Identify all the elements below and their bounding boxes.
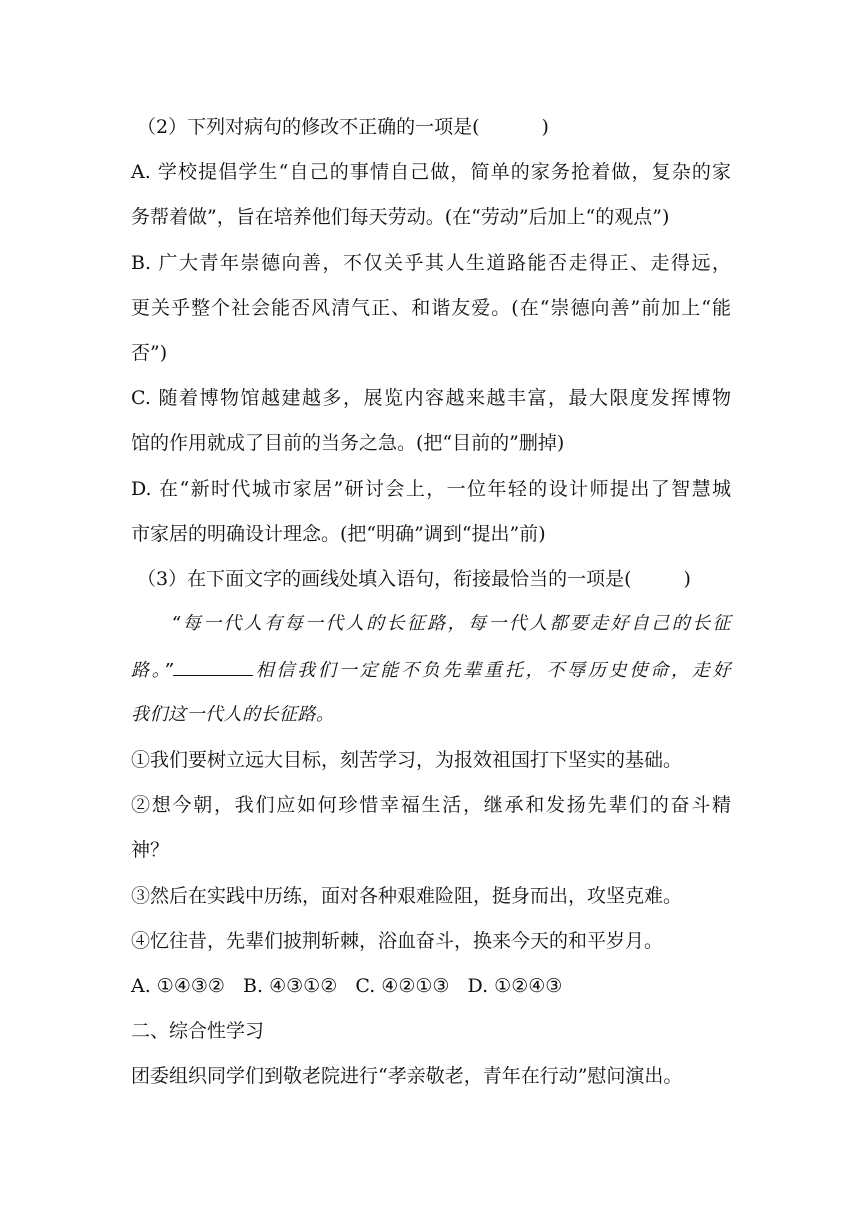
q2-option-b-line-3: 否”) [131, 342, 168, 364]
q2-option-d-line-2: 市家居的明确设计理念。(把“明确”调到“提出”前) [131, 523, 546, 545]
q3-sentence-3: ③然后在实践中历练，面对各种艰难险阻，挺身而出，攻坚克难。 [131, 885, 683, 907]
q2-option-b-line-1: B. 广大青年崇德向善，不仅关乎其人生道路能否走得正、走得远， [131, 252, 731, 274]
q3-sentence-4: ④忆往昔，先辈们披荆斩棘，浴血奋斗，换来今天的和平岁月。 [131, 930, 664, 952]
section-2-heading: 二、综合性学习 [131, 1020, 265, 1042]
q3-quote-line-1: “每一代人有每一代人的长征路，每一代人都要走好自己的长征 [171, 613, 731, 634]
q3-sentence-1: ①我们要树立远大目标，刻苦学习，为报效祖国打下坚实的基础。 [131, 749, 683, 771]
q2-option-b-line-2: 更关乎整个社会能否风清气正、和谐友爱。(在“崇德向善”前加上“能 [131, 297, 731, 319]
q3-sentence-2-line-1: ②想今朝，我们应如何珍惜幸福生活，继承和发扬先辈们的奋斗精 [131, 794, 731, 816]
fill-in-blank [173, 657, 253, 676]
question-3-stem: （3）在下面文字的画线处填入语句，衔接最恰当的一项是( ) [137, 568, 691, 590]
q3-quote-line-3: 我们这一代人的长征路。 [131, 704, 335, 725]
q3-quote-line-2: 路。” 相信我们一定能不负先辈重托，不辱历史使命，走好 [131, 657, 731, 684]
q2-option-c-line-1: C. 随着博物馆越建越多，展览内容越来越丰富，最大限度发挥博物 [131, 387, 731, 409]
q2-option-c-line-2: 馆的作用就成了目前的当务之急。(把“目前的”删掉) [131, 432, 565, 454]
q3-answer-options: A. ①④③② B. ④③①② C. ④②①③ D. ①②④③ [131, 975, 563, 997]
q2-option-d-line-1: D. 在“新时代城市家居”研讨会上，一位年轻的设计师提出了智慧城 [131, 478, 731, 500]
question-2-stem: （2）下列对病句的修改不正确的一项是( ) [137, 116, 549, 138]
section-2-intro: 团委组织同学们到敬老院进行“孝亲敬老，青年在行动”慰问演出。 [131, 1065, 683, 1087]
q3-sentence-2-line-2: 神？ [131, 839, 170, 861]
q2-option-a-line-2: 务帮着做”，旨在培养他们每天劳动。(在“劳动”后加上“的观点”) [131, 206, 670, 228]
q2-option-a-line-1: A. 学校提倡学生“自己的事情自己做，简单的家务抢着做，复杂的家 [131, 161, 731, 183]
